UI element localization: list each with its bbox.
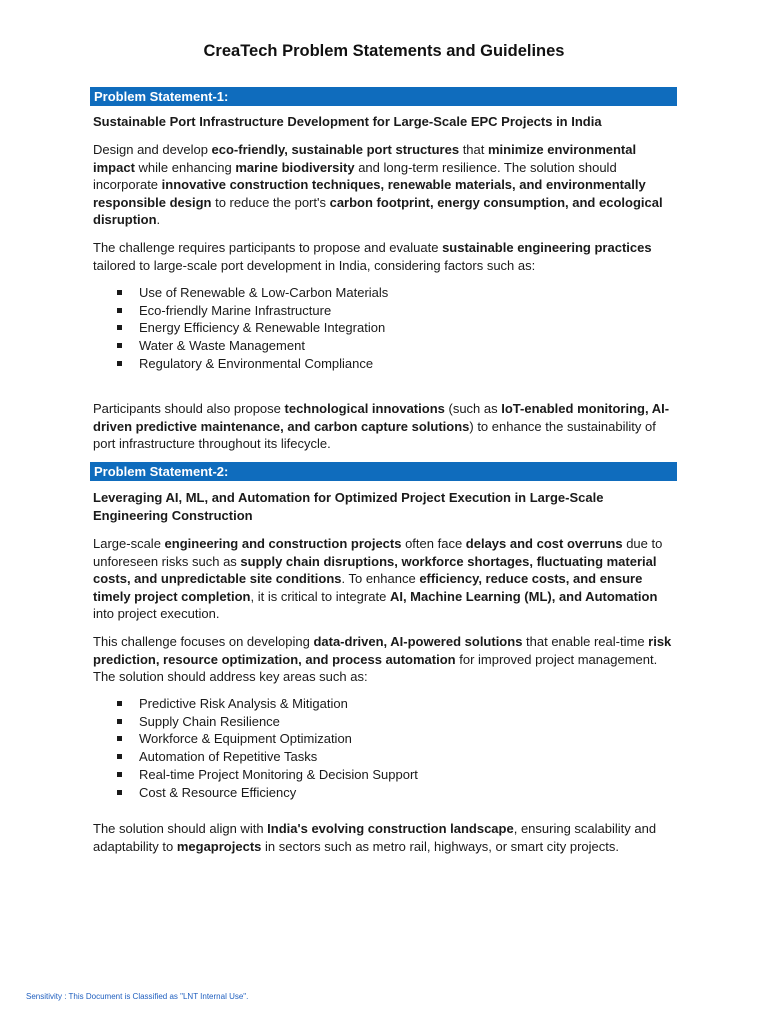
ps1-paragraph-1 [93, 141, 678, 229]
bullet-text: Regulatory & Environmental Compliance [139, 355, 374, 371]
sensitivity-footer: Sensitivity : This Document is Classified as "LNT Internal Use". [26, 992, 249, 1001]
bold-text-run: IoT-enabled monitoring, AI-driven predictive maintenance, and carbon capture solutions [93, 401, 670, 434]
bullet-list-item [93, 766, 678, 784]
text-run: This challenge focuses on developing [93, 634, 314, 649]
ps1-bullet-block [93, 284, 678, 373]
square-bullet-icon [117, 325, 122, 330]
ps1-para1-block [93, 141, 678, 229]
ps2-paragraph-1 [93, 535, 678, 623]
text-run: and long-term resilience. The solution should incorporate [93, 159, 617, 193]
ps2-heading-block [93, 489, 678, 525]
bullet-text: Workforce & Equipment Optimization [139, 731, 352, 747]
square-bullet-icon [117, 290, 122, 295]
text-run: that enable real-time [522, 634, 649, 649]
bullet-text: Use of Renewable & Low-Carbon Materials [139, 285, 389, 300]
bullet-list-item [93, 784, 678, 802]
bold-text-run: marine biodiversity [235, 159, 355, 175]
ps2-para1-block [93, 535, 678, 623]
ps1-bullet-list [93, 284, 678, 373]
square-bullet-icon [117, 308, 122, 313]
bullet-text: Water & Waste Management [139, 338, 305, 354]
text-run: ) to enhance the sustainability of port infrastructure throughout its lifecycle. [93, 418, 656, 452]
bullet-list-item [93, 284, 678, 302]
bullet-list-item [93, 730, 678, 748]
text-run: to reduce the port's [211, 194, 330, 210]
bold-text-run: megaprojects [176, 838, 262, 854]
bullet-text: Supply Chain Resilience [139, 713, 280, 729]
bold-text-run: efficiency, reduce costs, and ensure timely project completion [93, 571, 643, 604]
text-run: , it is critical to integrate [250, 588, 390, 604]
bold-text-run: India's evolving construction landscape [267, 821, 514, 836]
bold-text-run: data-driven, AI-powered solutions [313, 634, 523, 649]
ps2-banner: Problem Statement-2: [90, 462, 677, 481]
ps2-paragraph-3 [93, 820, 678, 855]
ps2-heading: Leveraging AI, ML, and Automation for Optimized Project Execution in Large-Scale Engineering Construction [93, 490, 604, 523]
text-run: . [156, 212, 161, 228]
bold-text-run: AI, Machine Learning (ML), and Automation [389, 588, 658, 604]
ps2-para3-block [93, 820, 678, 855]
document-title: CreaTech Problem Statements and Guidelines [203, 42, 565, 60]
text-run: The challenge requires participants to propose and evaluate [93, 240, 443, 255]
ps2-para2-block [93, 633, 678, 686]
ps2-bullet-block [93, 695, 678, 801]
text-run: in sectors such as metro rail, highways, or smart city projects. [261, 838, 620, 854]
text-run: . To enhance [341, 571, 420, 587]
bullet-text: Cost & Resource Efficiency [139, 784, 297, 800]
bullet-list-item [93, 319, 678, 337]
bullet-list-item [93, 748, 678, 766]
text-run: into project execution. [93, 606, 220, 622]
ps1-heading-block [93, 113, 678, 131]
bullet-list-item [93, 713, 678, 731]
text-run: while enhancing [134, 159, 236, 175]
bullet-text: Real-time Project Monitoring & Decision Support [139, 766, 418, 782]
square-bullet-icon [117, 772, 122, 777]
text-run: (such as [444, 401, 502, 416]
ps1-banner: Problem Statement-1: [90, 87, 677, 106]
square-bullet-icon [117, 361, 122, 366]
bold-text-run: technological innovations [284, 401, 445, 416]
bullet-list-item [93, 302, 678, 320]
ps1-para2-block [93, 239, 678, 274]
text-run: Large-scale [93, 536, 165, 551]
square-bullet-icon [117, 719, 122, 724]
bullet-list-item [93, 337, 678, 355]
ps1-heading: Sustainable Port Infrastructure Development for Large-Scale EPC Projects in India [93, 114, 602, 129]
text-run: for improved project management. The solution should address key areas such as: [93, 651, 658, 685]
bullet-text: Eco-friendly Marine Infrastructure [139, 302, 332, 318]
text-run: Design and develop [93, 142, 212, 157]
bullet-text: Predictive Risk Analysis & Mitigation [139, 696, 348, 711]
bold-text-run: engineering and construction projects [164, 536, 402, 551]
bold-text-run: risk prediction, resource optimization, and process automation [93, 634, 672, 667]
bold-text-run: sustainable engineering practices [442, 240, 652, 255]
bold-text-run: innovative construction techniques, renewable materials, and environmentally responsible design [93, 177, 646, 210]
text-run: The solution should align with [93, 821, 268, 836]
text-run: , ensuring scalability and adaptability to [93, 821, 657, 854]
bold-text-run: carbon footprint, energy consumption, and ecological disruption [93, 194, 663, 228]
bullet-text: Automation of Repetitive Tasks [139, 749, 318, 765]
text-run: that [459, 142, 488, 157]
ps1-paragraph-3 [93, 400, 678, 453]
text-run: often face [401, 536, 466, 551]
ps1-paragraph-2 [93, 239, 678, 274]
square-bullet-icon [117, 736, 122, 741]
square-bullet-icon [117, 343, 122, 348]
square-bullet-icon [117, 701, 122, 706]
ps1-para3-block [93, 400, 678, 453]
square-bullet-icon [117, 754, 122, 759]
bold-text-run: supply chain disruptions, workforce shortages, fluctuating material costs, and unpredictable site conditions [93, 553, 657, 587]
bold-text-run: delays and cost overruns [465, 536, 623, 551]
bold-text-run: eco-friendly, sustainable port structures [211, 142, 460, 157]
bullet-list-item [93, 355, 678, 373]
text-run: tailored to large-scale port development in India, considering factors such as: [93, 257, 536, 273]
ps2-bullet-list [93, 695, 678, 801]
ps2-paragraph-2 [93, 633, 678, 686]
text-run: Participants should also propose [93, 401, 285, 416]
bullet-text: Energy Efficiency & Renewable Integration [139, 320, 386, 336]
bullet-list-item [93, 695, 678, 713]
text-run: due to unforeseen risks such as [93, 536, 663, 569]
square-bullet-icon [117, 790, 122, 795]
bold-text-run: minimize environmental impact [93, 142, 637, 175]
